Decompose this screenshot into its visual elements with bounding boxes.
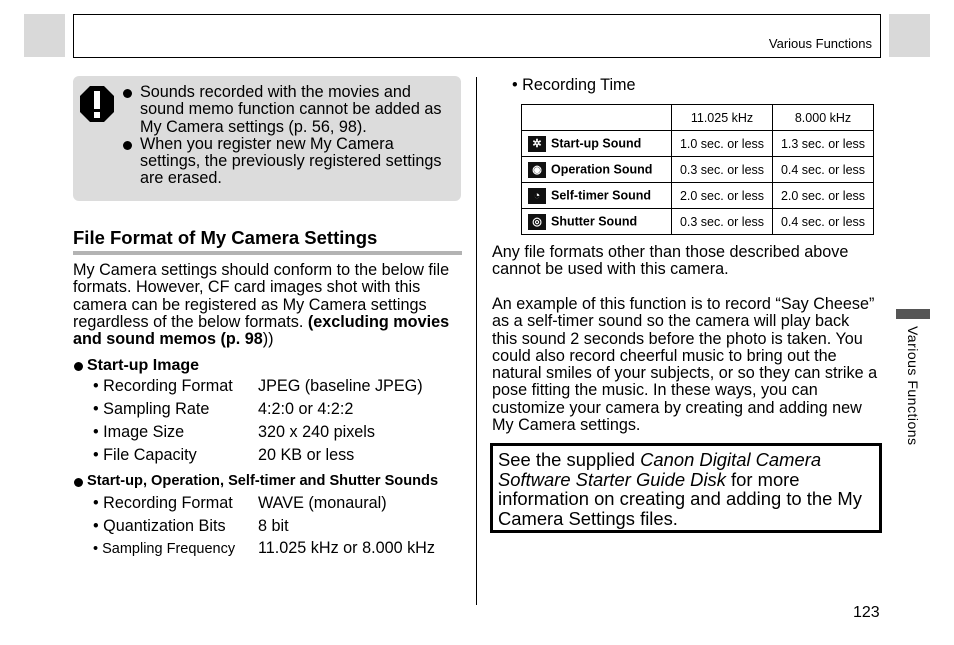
- spec-label: • Sampling Rate: [93, 400, 210, 418]
- reference-italic: Canon Digital Camera Software Starter Guide Disk: [498, 449, 822, 490]
- spec-label: • Recording Format: [93, 494, 233, 512]
- table-cell: 0.3 sec. or less: [672, 209, 773, 235]
- side-tab-marker: [896, 309, 930, 319]
- example-paragraph: An example of this function is to record “Say Cheese” as a self-timer sound so the camera will play back this sound 2 seconds before the photo is taken. You could also record cheerful music to bring out the natural smiles of your subjects, or so they can strike a pose fitting the music. In these ways, you can customize your camera by creating and adding new My Camera settings.: [492, 295, 878, 435]
- recording-time-heading: • Recording Time: [512, 76, 636, 94]
- spec-row: [93, 539, 435, 558]
- spec-label: • File Capacity: [93, 446, 197, 464]
- intro-tail: )): [262, 330, 274, 349]
- table-cell: 0.4 sec. or less: [773, 209, 874, 235]
- caution-list: [123, 84, 453, 188]
- intro-text: My Camera settings should conform to the below file formats. However, CF card images shot with this camera can be registered as My Camera settings regardless of the below formats.: [73, 261, 450, 331]
- page-header: [73, 14, 881, 58]
- spec-value: JPEG (baseline JPEG): [258, 377, 423, 395]
- table-row: [522, 209, 874, 235]
- caution-box: [73, 76, 461, 201]
- recording-time-table: [521, 104, 874, 235]
- spec-value: 11.025 kHz or 8.000 kHz: [258, 539, 435, 557]
- row-label-text: Start-up Sound: [551, 135, 642, 150]
- table-cell: 2.0 sec. or less: [773, 183, 874, 209]
- table-row-label: [522, 157, 672, 183]
- table-row-label: [522, 131, 672, 157]
- sounds-heading-text: Start-up, Operation, Self-timer and Shutter Sounds: [87, 473, 439, 489]
- table-header-row: [522, 105, 874, 131]
- table-header-cell: 8.000 kHz: [773, 105, 874, 131]
- caution-item: Sounds recorded with the movies and sound memo function cannot be added as My Camera settings (p. 56, 98).: [123, 84, 453, 136]
- table-cell: 0.3 sec. or less: [672, 157, 773, 183]
- column-divider: [476, 77, 477, 605]
- row-label-text: Shutter Sound: [551, 213, 638, 228]
- table-header-cell: 11.025 kHz: [672, 105, 773, 131]
- operation-sound-icon: ◉: [528, 162, 546, 178]
- spec-row: [93, 400, 354, 419]
- side-label: Various Functions: [905, 326, 921, 446]
- table-cell: 0.4 sec. or less: [773, 157, 874, 183]
- table-row-label: [522, 183, 672, 209]
- reference-box: [490, 443, 882, 533]
- spec-row: [93, 446, 355, 465]
- page-number: 123: [853, 604, 880, 621]
- spec-value: 320 x 240 pixels: [258, 423, 375, 441]
- corner-tab-right: [889, 14, 930, 57]
- reference-pre: See the supplied: [498, 449, 641, 470]
- table-cell: 1.0 sec. or less: [672, 131, 773, 157]
- section-intro: [73, 262, 461, 348]
- shutter-sound-icon: ◎: [528, 214, 546, 230]
- table-header-cell: [522, 105, 672, 131]
- spec-row: [93, 423, 375, 442]
- startup-image-heading: [73, 357, 199, 375]
- spec-value: 8 bit: [258, 517, 289, 535]
- spec-row: [93, 517, 289, 536]
- spec-value: 20 KB or less: [258, 446, 355, 464]
- section-title: File Format of My Camera Settings: [73, 227, 378, 248]
- spec-row: [93, 377, 423, 396]
- file-format-note: Any file formats other than those described above cannot be used with this camera.: [492, 243, 849, 279]
- corner-tab-left: [24, 14, 65, 57]
- exclamation-icon: [80, 86, 114, 122]
- row-label-text: Operation Sound: [551, 161, 653, 176]
- startup-sound-icon: ✲: [528, 136, 546, 152]
- caution-item: When you register new My Camera settings, the previously registered settings are erased.: [123, 136, 453, 188]
- table-row: [522, 157, 874, 183]
- startup-image-heading-text: Start-up Image: [87, 357, 200, 374]
- table-cell: 1.3 sec. or less: [773, 131, 874, 157]
- reference-text: [498, 450, 878, 528]
- spec-label: • Image Size: [93, 423, 185, 441]
- header-section-title: Various Functions: [768, 36, 872, 51]
- table-row: [522, 183, 874, 209]
- spec-label: • Sampling Frequency: [93, 541, 236, 557]
- section-underline: [73, 251, 462, 255]
- selftimer-sound-icon: ◔: [528, 188, 546, 204]
- table-row-label: [522, 209, 672, 235]
- reference-post: for more information on creating and adding to the My Camera Settings files.: [498, 468, 862, 529]
- table-row: [522, 131, 874, 157]
- table-cell: 2.0 sec. or less: [672, 183, 773, 209]
- spec-row: [93, 494, 387, 513]
- spec-value: WAVE (monaural): [258, 494, 387, 512]
- sounds-heading: [73, 473, 438, 489]
- intro-bold: (excluding movies and sound memos (p. 98: [73, 312, 450, 349]
- spec-label: • Quantization Bits: [93, 517, 226, 535]
- spec-value: 4:2:0 or 4:2:2: [258, 400, 354, 418]
- spec-label: • Recording Format: [93, 377, 233, 395]
- row-label-text: Self-timer Sound: [551, 187, 652, 202]
